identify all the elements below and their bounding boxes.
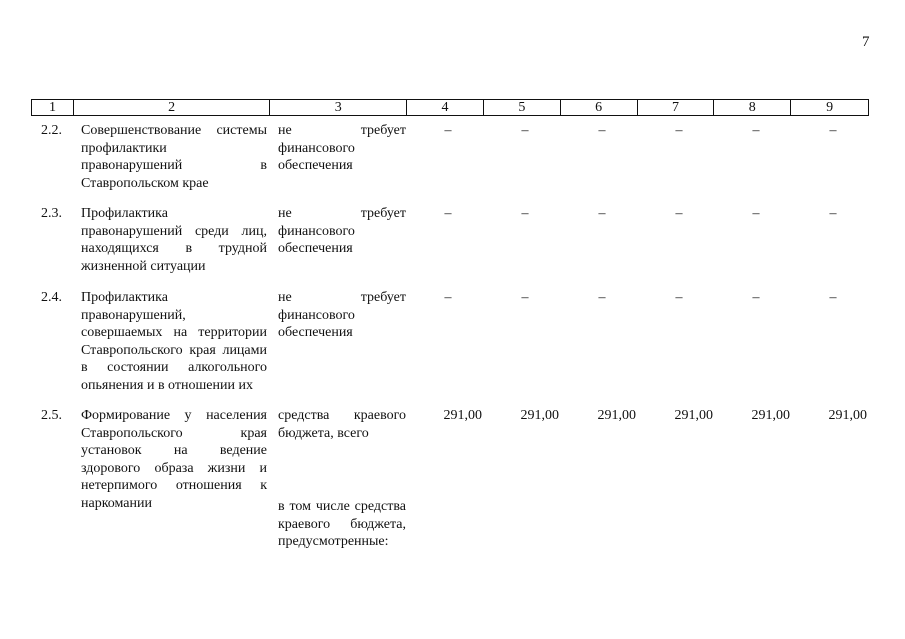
row-number: 2.2. [41,123,62,138]
header-col-3: 3 [270,100,407,115]
header-col-8: 8 [714,100,791,115]
row-value-col-6: – [598,206,606,221]
row-value-col-9: – [829,290,837,305]
row-number: 2.3. [41,206,62,221]
row-name: Формирование у населения Ставропольского края установок на ведение здорового образа жизни и нетерпимого отношения к наркомании [81,408,267,511]
row-value-col-8: – [752,206,760,221]
row-value-col-9: – [829,123,837,138]
row-name: Профилактика правонарушений среди лиц, находящихся в трудной жизненной ситуации [81,206,267,274]
row-name: Совершенствование системы профилактики правонарушений в Ставропольском крае [81,123,267,191]
header-col-4: 4 [407,100,484,115]
row-value-col-9: – [829,206,837,221]
row-value-col-5: – [521,206,529,221]
row-value-col-6: – [598,123,606,138]
header-col-1: 1 [32,100,74,115]
header-col-9: 9 [826,100,834,115]
header-col-5: 5 [484,100,561,115]
row-value-col-6: – [598,290,606,305]
row-value-col-5: – [521,290,529,305]
row-value-col-5: 291,00 [520,408,559,423]
row-value-col-4: – [444,290,452,305]
table-header [31,99,869,116]
row-number: 2.4. [41,290,62,305]
row-value-col-7: 291,00 [674,408,713,423]
row-value-col-6: 291,00 [597,408,636,423]
row-number: 2.5. [41,408,62,423]
row-source: не требует финансового обеспечения [278,206,406,256]
row-source: не требует финансового обеспечения [278,123,406,173]
row-source: средства краевого бюджета, всего [278,408,406,441]
header-col-6: 6 [561,100,638,115]
row-value-col-9: 291,00 [828,408,867,423]
row-name: Профилактика правонарушений, совершаемых на территории Ставропольского края лицами в состоянии алкогольного опьянения и в отношении их [81,290,267,393]
row-value-col-8: 291,00 [751,408,790,423]
row-value-col-7: – [675,123,683,138]
row-value-col-4: – [444,206,452,221]
page-number: 7 [862,34,870,50]
row-value-col-8: – [752,290,760,305]
row-value-col-8: – [752,123,760,138]
header-col-2: 2 [74,100,271,115]
row-value-col-7: – [675,290,683,305]
sub-source: в том числе средства краевого бюджета, предусмотренные: [278,499,406,549]
row-value-col-5: – [521,123,529,138]
header-col-7: 7 [638,100,715,115]
row-value-col-4: 291,00 [443,408,482,423]
row-value-col-4: – [444,123,452,138]
row-value-col-7: – [675,206,683,221]
row-source: не требует финансового обеспечения [278,290,406,340]
